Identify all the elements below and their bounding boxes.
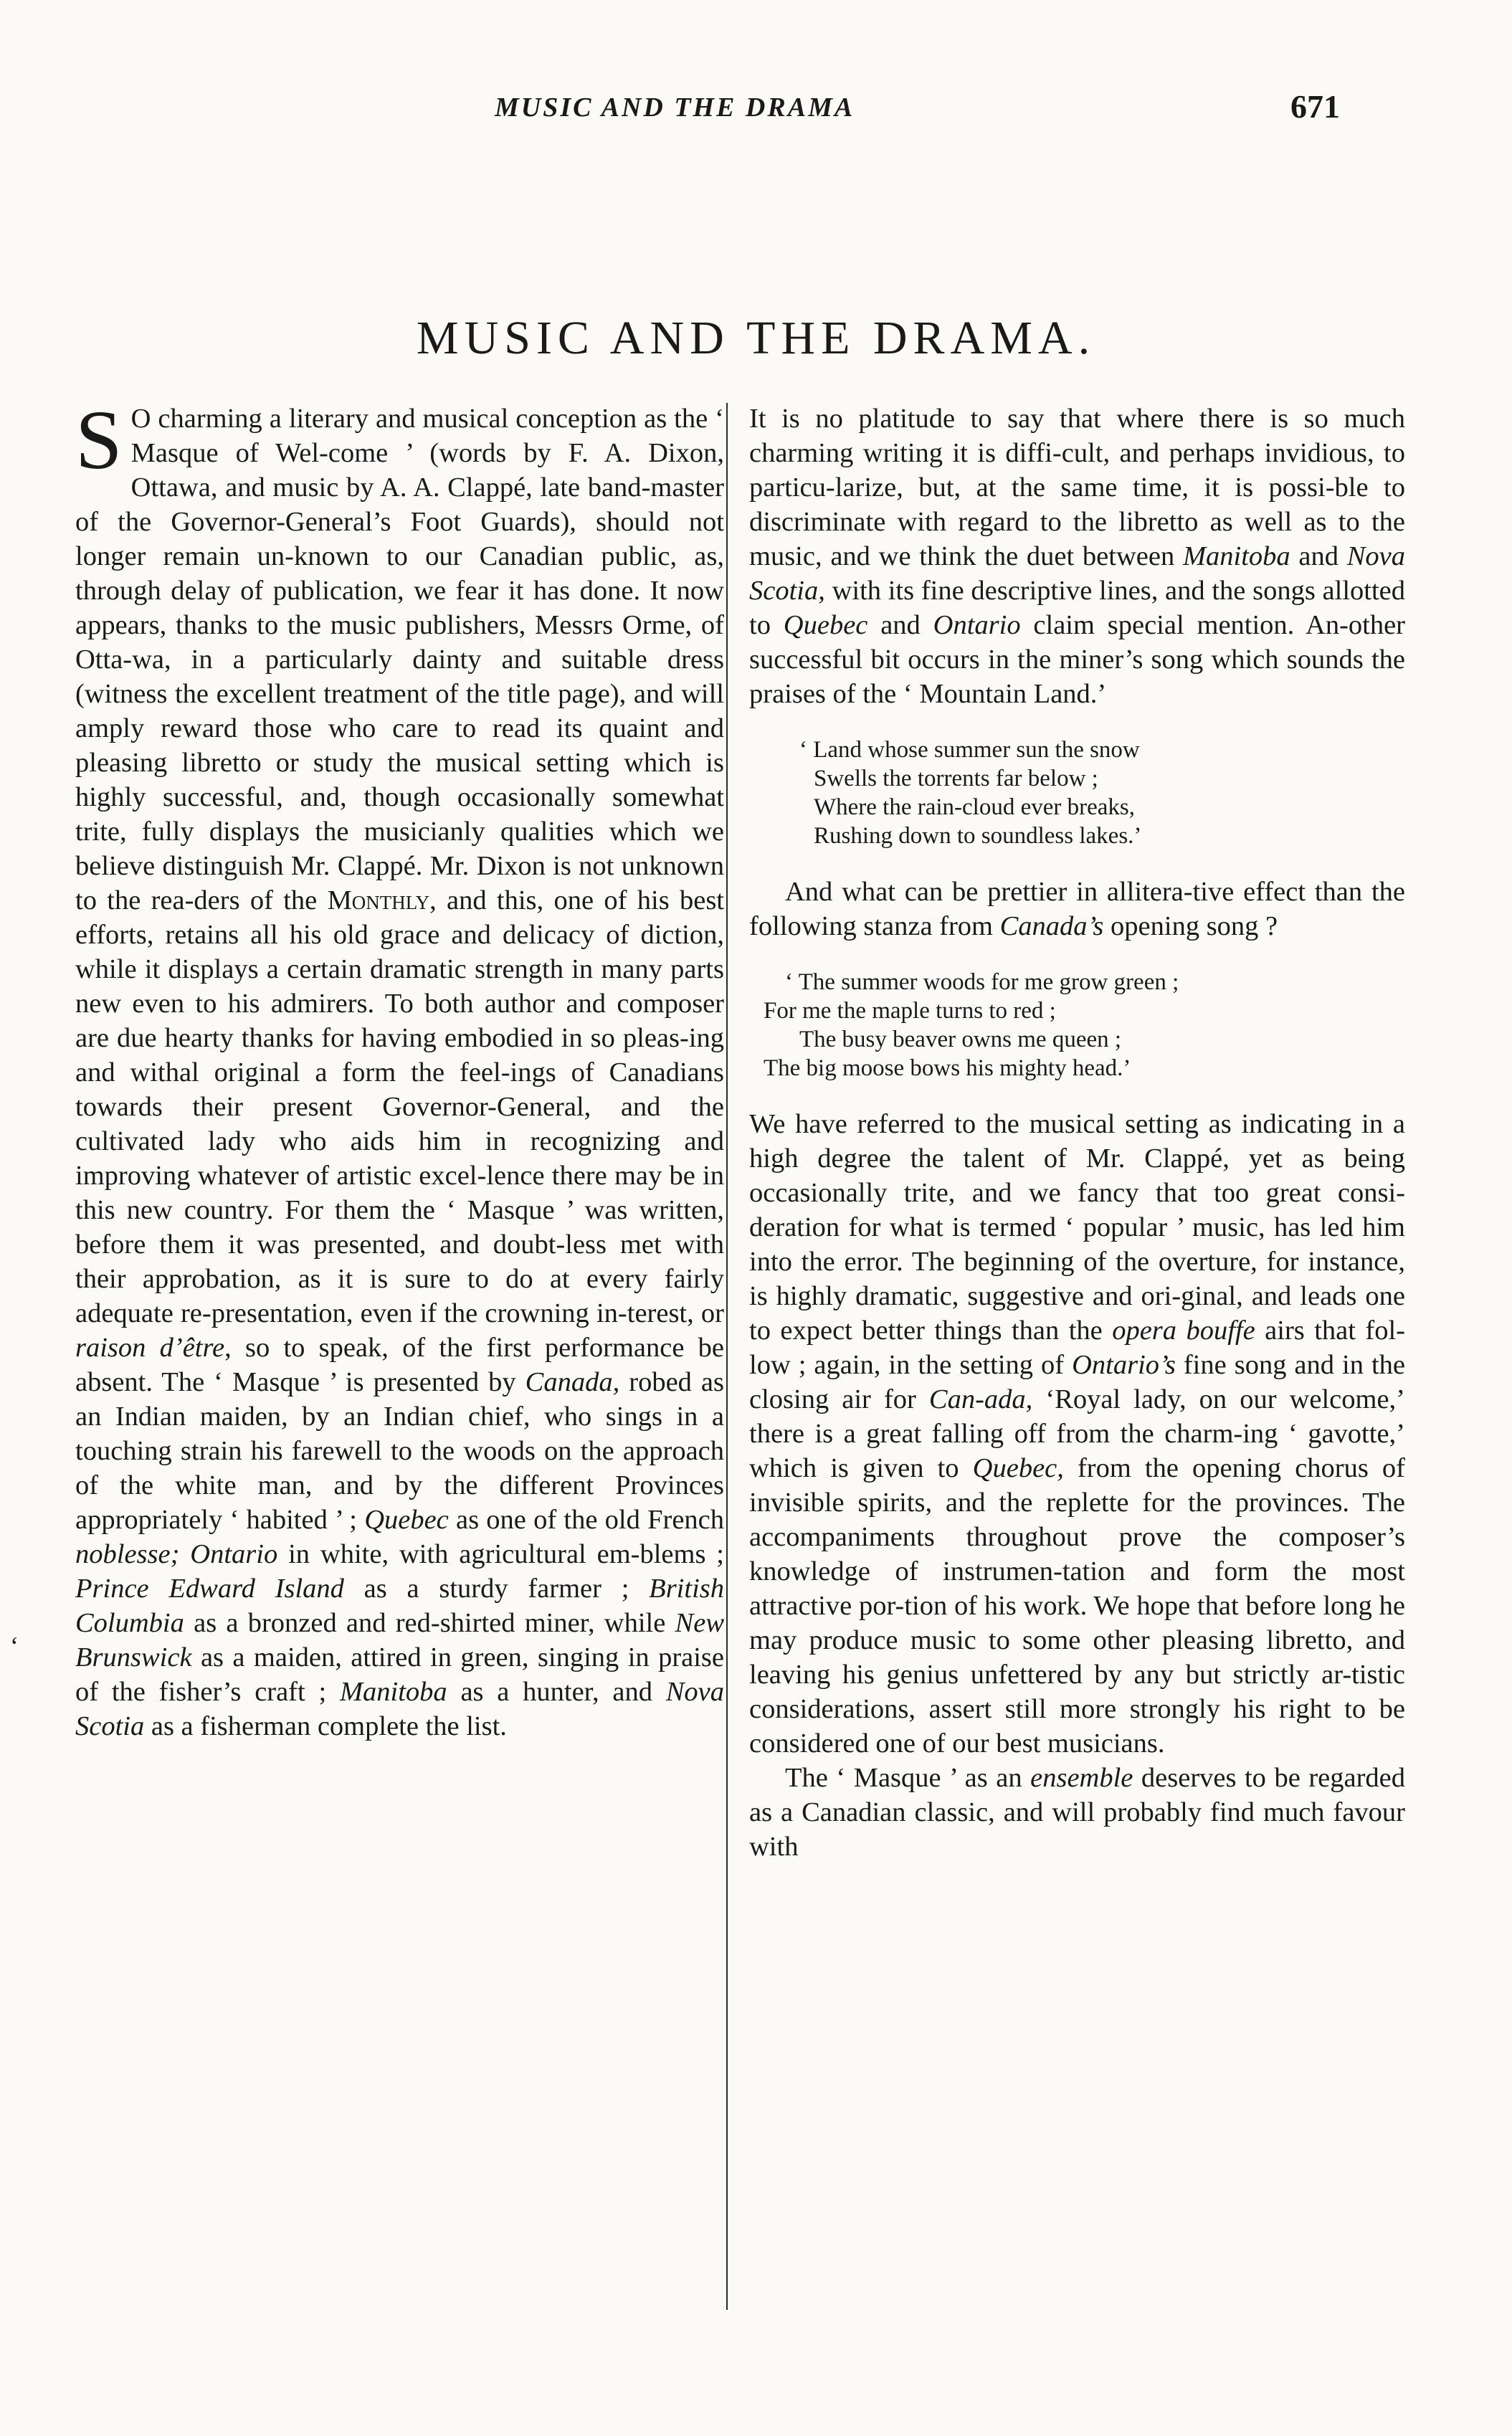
paragraph-5 bbox=[749, 1761, 1405, 1864]
text-run: as a bronzed and red-shirted miner, while bbox=[184, 1608, 675, 1638]
text-run: with its fine descriptive lines, and the songs allotted to bbox=[749, 576, 1405, 640]
margin-mark: ‘ bbox=[10, 1632, 19, 1660]
text-run: deserves to be regarded as a Canadian classic, and will probably find much favour with bbox=[749, 1763, 1405, 1862]
running-header bbox=[0, 88, 1512, 135]
italic-phrase: Can-ada, bbox=[928, 1384, 1033, 1414]
text-run: as one of the old French bbox=[448, 1505, 724, 1535]
verse-line: Swells the torrents far below ; bbox=[814, 766, 1098, 791]
right-column bbox=[749, 401, 1405, 1864]
text-run: opening song ? bbox=[1103, 911, 1278, 941]
paragraph-2 bbox=[749, 401, 1405, 711]
text-run: as a maiden, attired in green, singing in praise of the fisher’s craft ; bbox=[75, 1642, 724, 1707]
verse-line: ‘ Land whose summer sun the snow bbox=[799, 737, 1140, 763]
paragraph-3 bbox=[749, 875, 1405, 943]
italic-phrase: Ontario’s bbox=[1072, 1350, 1176, 1380]
left-column bbox=[75, 393, 725, 1743]
italic-phrase: Canada, bbox=[525, 1367, 620, 1397]
text-run: And what can be prettier in allitera-tive effect than the following stanza from bbox=[749, 877, 1405, 941]
running-title: MUSIC AND THE DRAMA bbox=[495, 92, 855, 123]
text-run: airs that fol-low ; again, in the setting of bbox=[749, 1315, 1405, 1380]
italic-phrase: opera bouffe bbox=[1112, 1315, 1255, 1346]
paragraph-4 bbox=[749, 1107, 1405, 1761]
italic-phrase: Prince Edward Island bbox=[75, 1574, 344, 1604]
verse-line: The busy beaver owns me queen ; bbox=[799, 1027, 1122, 1052]
verse-quote-2 bbox=[749, 968, 1405, 1083]
text-run: , so to speak, of the first performance be absent. The ‘ Masque ’ is presented by bbox=[75, 1333, 724, 1397]
italic-phrase: noblesse; bbox=[75, 1539, 180, 1569]
italic-phrase: Ontario bbox=[933, 610, 1021, 640]
text-run: The ‘ Masque ’ as an bbox=[785, 1763, 1031, 1793]
italic-phrase: Manitoba bbox=[339, 1677, 447, 1707]
text-run: and bbox=[867, 610, 933, 640]
text-run: from the opening chorus of invisible spirits, and the replette for the provinces. The accompaniments throughout prove the composer’s knowledge of instrumen-tation and form the most attractive por-tion of his work. We hope that before long he may produce music to some other pleasing libretto, and leaving his genius unfettered by any but strictly ar-tistic considerations, assert still more strongly his right to be considered one of our best musicians. bbox=[749, 1453, 1406, 1759]
verse-quote-1 bbox=[749, 736, 1405, 850]
column-divider bbox=[726, 403, 728, 2310]
text-run: in white, with agricultural em-blems ; bbox=[277, 1539, 724, 1569]
italic-phrase: Quebec bbox=[364, 1505, 449, 1535]
paragraph-1 bbox=[75, 393, 725, 1743]
text-run: as a hunter, and bbox=[447, 1677, 666, 1707]
text-run: as a fisherman complete the list. bbox=[144, 1711, 507, 1741]
italic-phrase: Canada’s bbox=[999, 911, 1104, 941]
text-run: It is no platitude to say that where there is so much charming writing it is diffi-cult, and perhaps invidious, to particu-larize, but, at the same time, it is possi-ble to discriminate with regard to the libretto as well as to the music, and we think the duet between bbox=[749, 404, 1405, 571]
text-run: fine song and in the closing air for bbox=[749, 1350, 1405, 1414]
text-run: and bbox=[1290, 541, 1347, 571]
text-run: ‘Royal lady, on our welcome,’ there is a great falling off from the charm-ing ‘ gavotte,’ which is given to bbox=[749, 1384, 1406, 1483]
italic-phrase: New Brunswick bbox=[75, 1608, 724, 1673]
drop-cap: S bbox=[75, 393, 123, 487]
text-run: We have referred to the musical setting as indicating in a high degree the talent of Mr. Clappé, yet as being occasionally trite, and we fancy that too great consi-deration for what is termed ‘ popular ’ music, has led him into the error. The beginning of the overture, for instance, is highly dramatic, suggestive and ori-ginal, and leads one to expect better things than the bbox=[749, 1109, 1405, 1346]
page-number: 671 bbox=[1290, 88, 1340, 125]
article-title: MUSIC AND THE DRAMA. bbox=[416, 312, 1096, 365]
italic-phrase: Manitoba bbox=[1182, 541, 1290, 571]
verse-line: Rushing down to soundless lakes.’ bbox=[814, 823, 1142, 849]
italic-phrase: Ontario bbox=[190, 1539, 278, 1569]
italic-phrase: British Columbia bbox=[75, 1574, 724, 1638]
verse-line: The big moose bows his mighty head.’ bbox=[764, 1055, 1131, 1081]
italic-phrase: Quebec, bbox=[972, 1453, 1064, 1483]
text-run: O charming a literary and musical conception as the ‘ Masque of Wel-come ’ (words by F. A. Dixon, Ottawa, and music by A. A. Clappé, late band-master of the Governor-General’s Foot Guards), should not longer remain un-known to our Canadian public, as, through delay of publication, we fear it has done. It now appears, thanks to the music publishers, Messrs Orme, of Otta-wa, in a particularly dainty and suitable dress (witness the excellent treatment of the title page), and will amply reward those who care to read its quaint and pleasing libretto or study the musical setting which is highly successful, and, though occasionally somewhat trite, fully displays the musicianly qualities which we believe distinguish Mr. Clappé. Mr. Dixon is not unknown to the rea-ders of the bbox=[75, 404, 724, 915]
italic-phrase: Nova Scotia bbox=[75, 1677, 724, 1741]
text-run: , and this, one of his best efforts, retains all his old grace and delicacy of diction, while it displays a certain dramatic strength in many parts new even to his admirers. To both author and composer are due hearty thanks for having embodied in so pleas-ing and withal original a form the feel-ings of Canadians towards their present Governor-General, and the cultivated lady who aids him in recognizing and improving whatever of artistic excel-lence there may be in this new country. For them the ‘ Masque ’ was written, before them it was presented, and doubt-less met with their approbation, as it is sure to do at every fairly adequate re-presentation, even if the crowning in-terest, or bbox=[75, 885, 724, 1328]
italic-phrase: Nova Scotia, bbox=[749, 541, 1405, 606]
verse-line: For me the maple turns to red ; bbox=[764, 998, 1056, 1024]
italic-phrase: ensemble bbox=[1030, 1763, 1133, 1793]
text-run: as a sturdy farmer ; bbox=[343, 1574, 650, 1604]
italic-phrase: Quebec bbox=[783, 610, 868, 640]
text-run bbox=[179, 1539, 190, 1569]
verse-line: Where the rain-cloud ever breaks, bbox=[814, 794, 1136, 820]
text-run: robed as an Indian maiden, by an Indian chief, who sings in a touching strain his farewell to the woods on the approach of the white man, and by the different Provinces appropriately ‘ habited ’ ; bbox=[75, 1367, 725, 1535]
magazine-name: Monthly bbox=[327, 885, 430, 915]
text-run: claim special mention. An-other successful bit occurs in the miner’s song which sounds the praises of the ‘ Mountain Land.’ bbox=[749, 610, 1405, 709]
verse-line: ‘ The summer woods for me grow green ; bbox=[785, 969, 1179, 995]
italic-phrase: raison d’être bbox=[75, 1333, 225, 1363]
